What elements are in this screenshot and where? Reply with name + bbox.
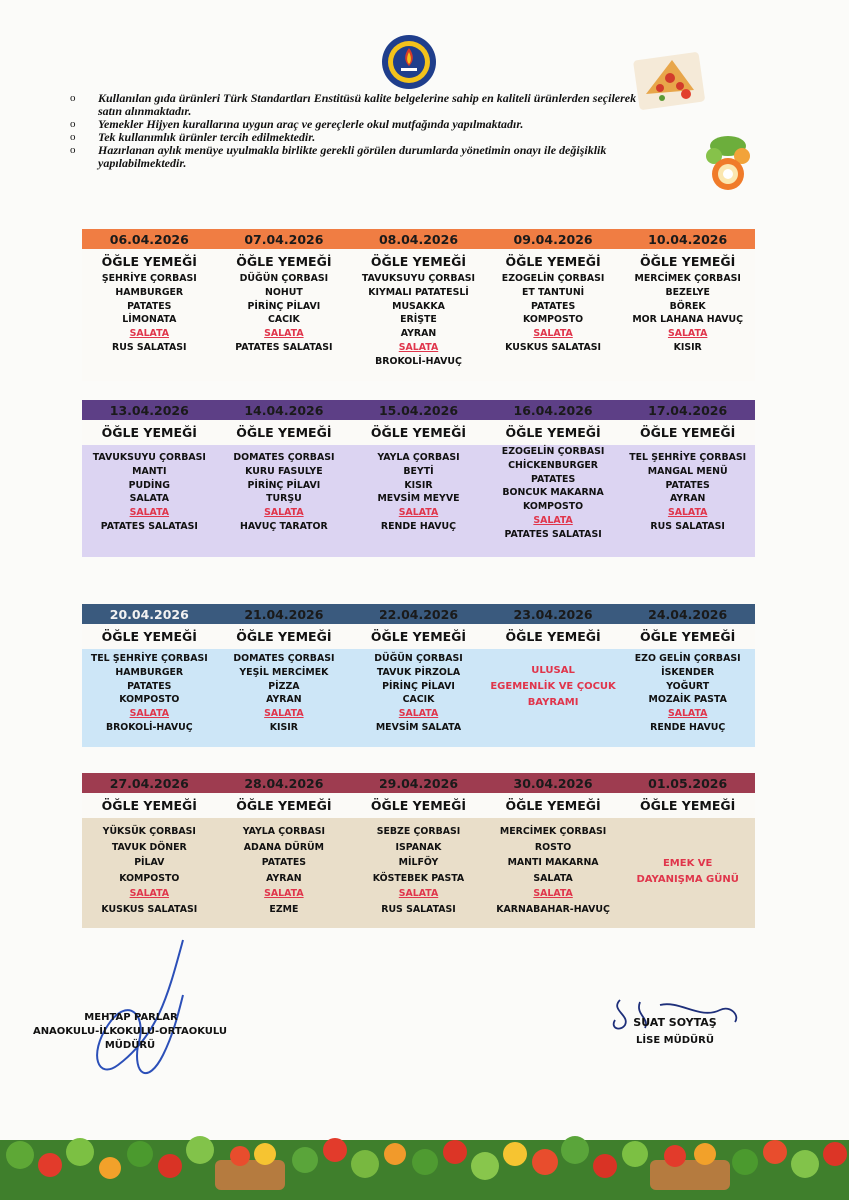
day-menu (486, 249, 621, 381)
menu-item: PATATES SALATASI (235, 341, 333, 353)
menu-item: PATATES SALATASI (504, 528, 602, 540)
meal-title: ÖĞLE YEMEĞİ (505, 425, 601, 440)
menu-item: SALATA (398, 888, 439, 899)
day-menu (351, 649, 486, 747)
menu-item: SALATA (533, 514, 573, 526)
menu-item: BROKOLİ-HAVUÇ (375, 355, 462, 367)
day-menu (217, 445, 352, 557)
menu-item: ERİŞTE (400, 314, 437, 326)
menu-item: YAYLA ÇORBASI (377, 452, 460, 463)
menu-item: PİRİNÇ PİLAVI (247, 479, 321, 491)
day-menu (620, 818, 755, 928)
day-date: 27.04.2026 (109, 775, 189, 791)
meal-title-row (82, 793, 755, 818)
menu-item: SALATA (398, 708, 439, 720)
menu-item: MERCİMEK ÇORBASI (499, 826, 607, 837)
day-date: 24.04.2026 (648, 606, 728, 622)
day-menu (620, 249, 755, 381)
menu-item: PATATES SALATASI (100, 520, 198, 532)
note-item: o Hazırlanan aylık menüye uyulmakla birlikte gerekli görülen durumlarda yönetimin onayı ile değişiklik yapılabilmektedir. (70, 144, 660, 170)
day-menu (486, 445, 621, 557)
menu-item: SALATA (264, 507, 304, 519)
menu-item: KUSKUS SALATASI (505, 341, 602, 353)
meal-title: ÖĞLE YEMEĞİ (505, 254, 601, 269)
meal-title: ÖĞLE YEMEĞİ (101, 425, 197, 440)
meal-title: ÖĞLE YEMEĞİ (370, 254, 467, 269)
menu-item: PATATES (261, 857, 307, 868)
menu-item: PATATES (127, 680, 172, 692)
day-date: 10.04.2026 (648, 231, 728, 247)
menu-item: ŞEHRİYE ÇORBASI (101, 273, 197, 284)
meal-title: ÖĞLE YEMEĞİ (505, 798, 601, 813)
meal-title: ÖĞLE YEMEĞİ (101, 798, 197, 813)
meal-title: ÖĞLE YEMEĞİ (236, 629, 332, 644)
menu-item: MANGAL MENÜ (647, 465, 728, 477)
menu-item: EZO GELİN ÇORBASI (634, 653, 741, 664)
menu-item: SALATA (129, 328, 170, 340)
day-menu (620, 445, 755, 557)
menu-item: KISIR (269, 721, 298, 733)
day-date: 21.04.2026 (244, 606, 324, 622)
day-date: 28.04.2026 (244, 775, 324, 791)
menu-item: YAYLA ÇORBASI (242, 826, 326, 837)
menu-item: KOMPOSTO (119, 872, 180, 884)
menu-item: DOMATES ÇORBASI (233, 653, 335, 664)
week-date-row (82, 773, 755, 793)
menu-item: SALATA (667, 708, 708, 720)
menu-item: YEŞİL MERCİMEK (239, 666, 329, 678)
menu-item: PATATES (665, 479, 710, 491)
menu-item: BEZELYE (665, 286, 710, 298)
menu-item: PİLAV (134, 857, 165, 868)
menu-item: KUSKUS SALATASI (101, 903, 198, 915)
menu-item: BEYTİ (403, 465, 434, 477)
menu-item: RUS SALATASI (112, 341, 187, 353)
menu-item: SALATA (533, 888, 573, 899)
menu-item: TAVUK DÖNER (111, 841, 187, 853)
menu-item: MEVSİM SALATA (375, 721, 462, 733)
day-menu (82, 249, 217, 381)
info-notes (70, 92, 660, 170)
menu-item: PUDİNG (128, 479, 170, 491)
menu-item: AYRAN (266, 694, 302, 706)
menu-item: HAVUÇ TARATOR (240, 520, 328, 532)
week-3-menu (82, 604, 755, 747)
day-menu (217, 649, 352, 747)
menu-item: TAVUK PİRZOLA (376, 666, 461, 678)
menu-item: KOMPOSTO (119, 694, 180, 706)
day-menu (82, 649, 217, 747)
menu-item: TURŞU (266, 493, 302, 505)
holiday-label: EMEK VE (662, 858, 713, 869)
menu-item: KISIR (673, 341, 702, 353)
menu-item: DÜĞÜN ÇORBASI (239, 273, 329, 284)
day-date: 07.04.2026 (244, 231, 324, 247)
meal-title: ÖĞLE YEMEĞİ (640, 425, 736, 440)
week-1-menu (82, 229, 755, 381)
note-item: o Tek kullanımlık ürünler tercih edilmektedir. (70, 131, 660, 144)
day-date: 06.04.2026 (109, 231, 189, 247)
day-date: 20.04.2026 (109, 606, 189, 622)
menu-item: PATATES (127, 300, 172, 312)
week-menu-body (82, 445, 755, 557)
menu-item: MANTI (132, 465, 167, 477)
menu-item: CACIK (402, 694, 435, 706)
day-date: 23.04.2026 (513, 606, 593, 622)
meal-title: ÖĞLE YEMEĞİ (236, 425, 332, 440)
day-date: 09.04.2026 (513, 231, 593, 247)
menu-item: HAMBURGER (115, 286, 184, 298)
week-2-menu (82, 400, 755, 557)
day-date: 17.04.2026 (648, 402, 728, 418)
holiday-label: EGEMENLİK VE ÇOCUK (490, 681, 616, 692)
meal-title: ÖĞLE YEMEĞİ (640, 629, 736, 644)
week-date-row (82, 400, 755, 420)
menu-item: SALATA (129, 888, 170, 899)
right-signature-title: LİSE MÜDÜRÜ (636, 1035, 714, 1046)
day-date: 16.04.2026 (513, 402, 593, 418)
school-emblem-icon (381, 34, 437, 90)
holiday-label: DAYANIŞMA GÜNÜ (636, 874, 739, 885)
menu-item: PATATES (530, 473, 576, 485)
meal-title: ÖĞLE YEMEĞİ (370, 798, 467, 813)
week-4-menu (82, 773, 755, 928)
week-menu-body (82, 818, 755, 928)
menu-item: PİRİNÇ PİLAVI (247, 300, 321, 312)
menu-item: BROKOLİ-HAVUÇ (105, 721, 193, 733)
day-menu (217, 818, 352, 928)
menu-item: TEL ŞEHRİYE ÇORBASI (629, 452, 747, 463)
menu-item: NOHUT (265, 286, 303, 298)
day-menu (351, 445, 486, 557)
menu-item: PİRİNÇ PİLAVI (382, 680, 455, 692)
menu-item: YÜKSÜK ÇORBASI (102, 826, 196, 837)
menu-item: TAVUKSUYU ÇORBASI (92, 452, 206, 463)
menu-item: MUSAKKA (392, 300, 445, 312)
left-signature-title: MÜDÜRÜ (104, 1040, 156, 1051)
meal-title: ÖĞLE YEMEĞİ (640, 254, 736, 269)
menu-item: ET TANTUNİ (521, 286, 585, 298)
meal-title-row (82, 624, 755, 649)
salad-bowl-icon (698, 130, 758, 196)
holiday-label: ULUSAL (531, 665, 575, 676)
meal-title: ÖĞLE YEMEĞİ (370, 629, 467, 644)
menu-item: SALATA (264, 888, 304, 899)
left-signature-title: ANAOKULU-İLKOKULU-ORTAOKULU (32, 1026, 228, 1037)
day-menu (82, 818, 217, 928)
menu-item: SALATA (533, 872, 573, 884)
day-menu (620, 649, 755, 747)
week-menu-body (82, 649, 755, 747)
day-date: 08.04.2026 (378, 231, 459, 247)
day-date: 29.04.2026 (378, 775, 459, 791)
meal-title: ÖĞLE YEMEĞİ (236, 254, 332, 269)
day-date: 14.04.2026 (244, 402, 324, 418)
meal-title: ÖĞLE YEMEĞİ (236, 798, 332, 813)
menu-item: KÖSTEBEK PASTA (372, 872, 465, 884)
meal-title: ÖĞLE YEMEĞİ (370, 425, 467, 440)
menu-item: SALATA (398, 341, 439, 353)
menu-item: KIYMALI PATATESLİ (368, 286, 469, 298)
menu-item: TAVUKSUYU ÇORBASI (361, 273, 476, 284)
meal-title-row (82, 420, 755, 445)
week-date-row (82, 604, 755, 624)
menu-item: RENDE HAVUÇ (380, 520, 457, 532)
day-menu (351, 818, 486, 928)
week-date-row (82, 229, 755, 249)
menu-item: AYRAN (400, 328, 437, 340)
menu-item: ISPANAK (395, 841, 442, 853)
menu-item: PİZZA (268, 680, 300, 692)
menu-item: ROSTO (534, 841, 572, 853)
right-signature-name: SUAT SOYTAŞ (633, 1016, 717, 1029)
menu-item: TEL ŞEHRİYE ÇORBASI (90, 653, 208, 664)
day-date: 22.04.2026 (378, 606, 459, 622)
day-menu (82, 445, 217, 557)
menu-item: RUS SALATASI (381, 903, 456, 915)
menu-item: DOMATES ÇORBASI (233, 452, 335, 463)
menu-item: MERCİMEK ÇORBASI (634, 273, 741, 284)
menu-item: SALATA (667, 328, 708, 340)
menu-item: SALATA (129, 507, 170, 519)
menu-item: EZOGELİN ÇORBASI (501, 273, 605, 284)
menu-item: SEBZE ÇORBASI (376, 826, 461, 837)
day-menu (351, 249, 486, 381)
vegetables-border-icon (0, 1120, 849, 1200)
menu-item: SALATA (129, 493, 170, 505)
left-signature-name: MEHTAP PARLAR (84, 1012, 178, 1023)
day-date: 15.04.2026 (378, 402, 459, 418)
menu-item: BONCUK MAKARNA (502, 487, 604, 499)
menu-item: RUS SALATASI (650, 520, 725, 532)
meal-title: ÖĞLE YEMEĞİ (101, 629, 197, 644)
menu-item: KOMPOSTO (523, 501, 584, 513)
day-menu (486, 818, 621, 928)
menu-item: PATATES (530, 300, 576, 312)
menu-item: SALATA (533, 328, 573, 340)
note-item: o Yemekler Hijyen kurallarına uygun araç ve gereçlerle okul mutfağında yapılmaktadır. (70, 118, 660, 131)
menu-item: SALATA (398, 507, 439, 519)
day-menu (486, 649, 621, 747)
week-menu-body (82, 249, 755, 381)
meal-title: ÖĞLE YEMEĞİ (101, 254, 197, 269)
day-menu (217, 249, 352, 381)
menu-item: YOĞURT (666, 680, 710, 692)
menu-item: KISIR (404, 479, 433, 491)
menu-item: SALATA (667, 507, 708, 519)
menu-item: MANTI MAKARNA (507, 857, 599, 868)
note-item: o Kullanılan gıda ürünleri Türk Standartları Enstitüsü kalite belgelerine sahip en kaliteli ürünlerden seçilerek satın alınmaktadır. (70, 92, 660, 118)
menu-item: İSKENDER (661, 666, 715, 678)
menu-item: KARNABAHAR-HAVUÇ (496, 903, 610, 915)
menu-item: LİMONATA (122, 314, 177, 326)
menu-item: AYRAN (669, 493, 706, 505)
menu-item: KOMPOSTO (523, 314, 584, 326)
holiday-label: BAYRAMI (527, 697, 579, 708)
menu-item: MİLFÖY (398, 857, 439, 868)
meal-title: ÖĞLE YEMEĞİ (640, 798, 736, 813)
menu-item: EZOGELİN ÇORBASI (501, 446, 605, 457)
meal-title: ÖĞLE YEMEĞİ (505, 629, 601, 644)
menu-item: SALATA (129, 708, 170, 720)
menu-item: MOZAİK PASTA (648, 694, 727, 706)
menu-item: MEVSİM MEYVE (377, 493, 460, 505)
menu-item: KURU FASULYE (245, 465, 323, 477)
day-date: 01.05.2026 (648, 775, 728, 791)
menu-item: BÖREK (669, 300, 706, 312)
menu-item: CHİCKENBURGER (508, 459, 599, 471)
menu-item: SALATA (264, 328, 304, 340)
menu-item: DÜĞÜN ÇORBASI (374, 653, 463, 664)
menu-item: SALATA (264, 708, 304, 720)
menu-item: EZME (269, 903, 299, 915)
menu-item: MOR LAHANA HAVUÇ (632, 314, 744, 326)
day-date: 30.04.2026 (513, 775, 593, 791)
menu-item: RENDE HAVUÇ (650, 721, 726, 733)
menu-item: AYRAN (266, 872, 302, 884)
menu-item: CACIK (268, 314, 300, 326)
menu-item: ADANA DÜRÜM (243, 841, 324, 853)
menu-item: HAMBURGER (115, 666, 184, 678)
day-date: 13.04.2026 (109, 402, 189, 418)
